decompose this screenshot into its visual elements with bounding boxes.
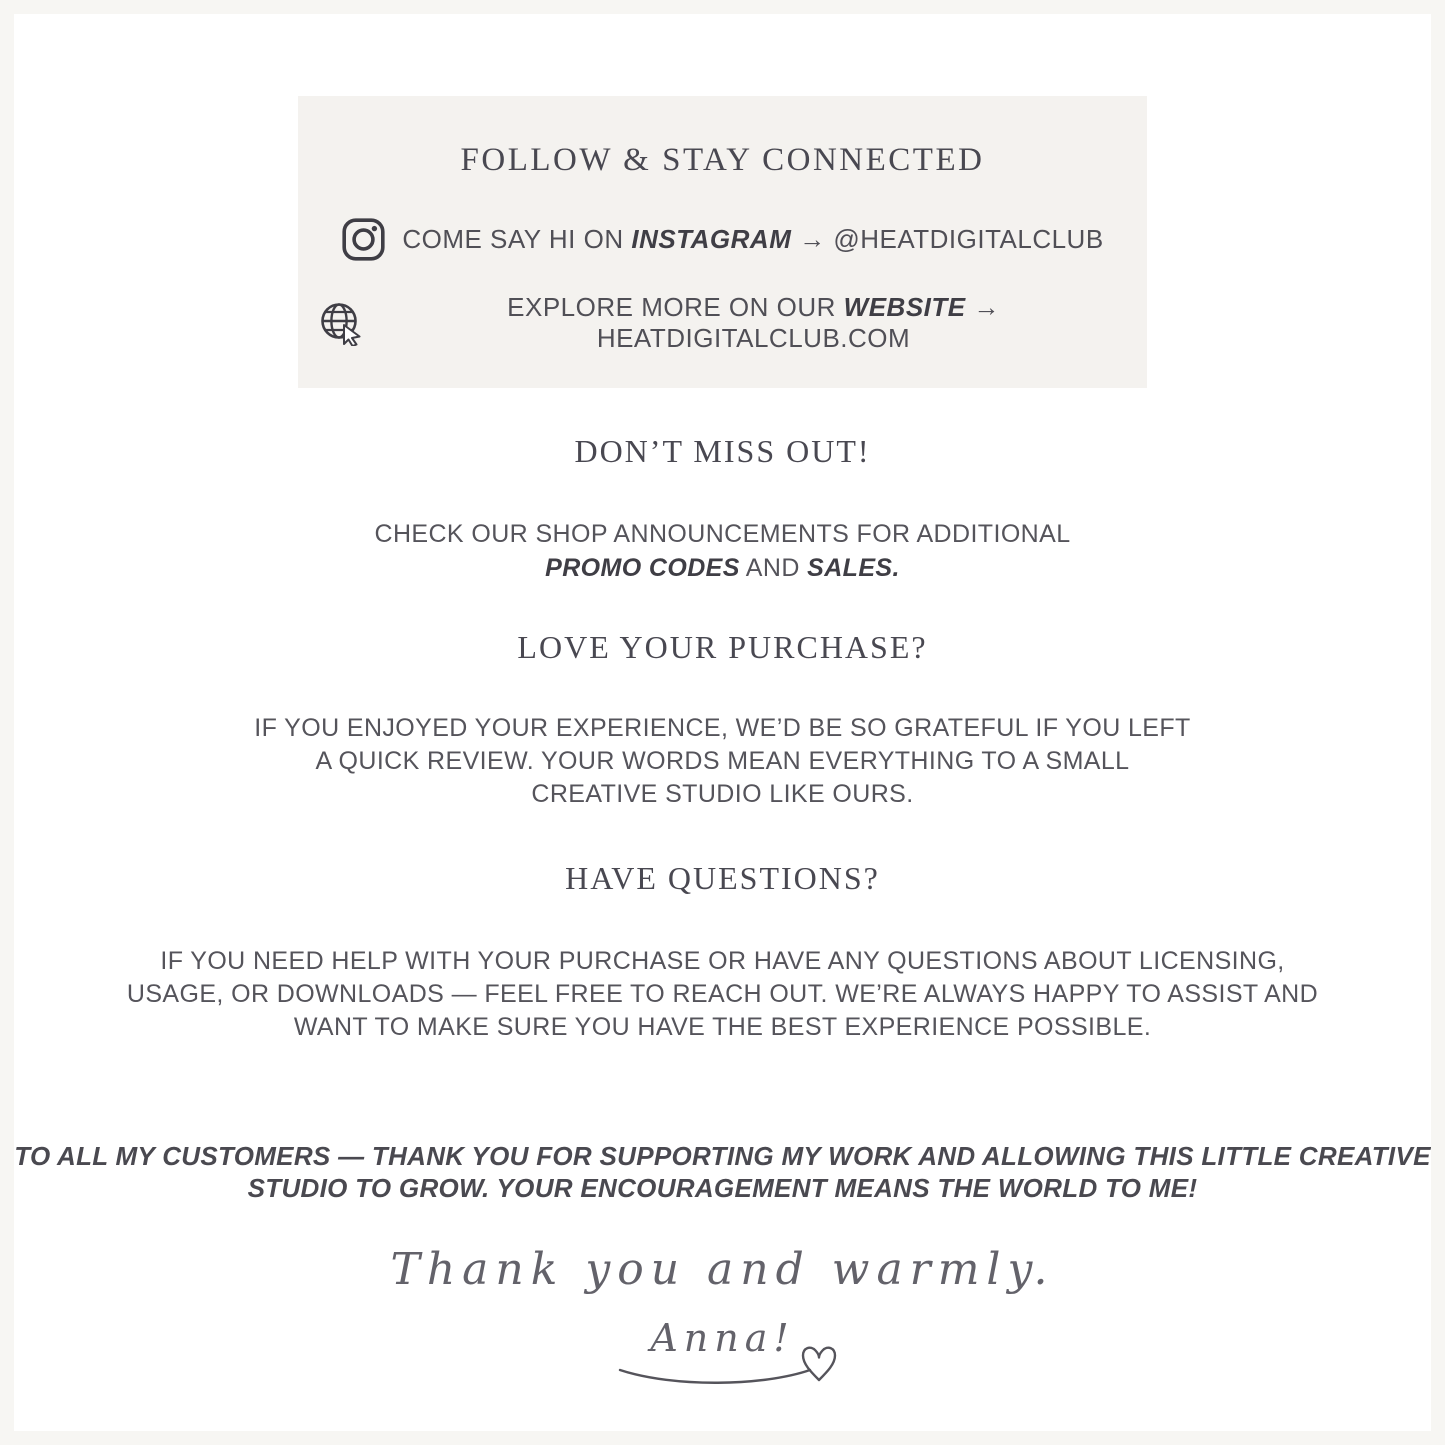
miss-out-body [14,517,1431,585]
instagram-icon [341,217,386,262]
purchase-body [14,712,1431,811]
website-text [380,292,1127,354]
signature-name-wrap [650,1316,794,1360]
purchase-line: CREATIVE STUDIO LIKE OURS. [531,780,914,808]
customers-note-line: TO ALL MY CUSTOMERS — THANK YOU FOR SUPPORTING MY WORK AND ALLOWING THIS LITTLE CREATIVE [14,1141,1431,1171]
questions-body [14,945,1431,1044]
instagram-word: INSTAGRAM [631,224,792,254]
arrow-glyph: → [791,224,834,254]
questions-line: IF YOU NEED HELP WITH YOUR PURCHASE OR HAVE ANY QUESTIONS ABOUT LICENSING, [160,947,1285,975]
connect-box [298,96,1147,388]
thank-you-card [14,14,1431,1431]
purchase-line: A QUICK REVIEW. YOUR WORDS MEAN EVERYTHING TO A SMALL [315,747,1130,775]
arrow-glyph: → [965,292,1000,322]
promo-codes-text: PROMO CODES [545,554,740,582]
website-row [318,292,1127,354]
website-url-link[interactable]: HEATDIGITALCLUB.COM [596,323,911,353]
connect-title: FOLLOW & STAY CONNECTED [460,142,985,178]
purchase-line: IF YOU ENJOYED YOUR EXPERIENCE, WE’D BE SO GRATEFUL IF YOU LEFT [254,714,1191,742]
globe-icon [318,300,364,346]
customers-note-line: STUDIO TO GROW. YOUR ENCOURAGEMENT MEANS THE WORLD TO ME! [247,1173,1198,1203]
and-text: AND [739,554,808,582]
website-word: WEBSITE [843,292,966,322]
miss-out-title: DON’T MISS OUT! [574,433,871,469]
sales-text: SALES. [807,554,900,582]
purchase-title: LOVE YOUR PURCHASE? [517,629,928,665]
customers-note [14,1140,1431,1204]
website-prefix: EXPLORE MORE ON OUR [507,292,844,322]
questions-title: HAVE QUESTIONS? [565,860,880,896]
instagram-handle-link[interactable]: @HEATDIGITALCLUB [833,224,1104,254]
signature-name: Anna! [650,1316,795,1360]
instagram-prefix: COME SAY HI ON [402,224,632,254]
miss-out-line1: CHECK OUR SHOP ANNOUNCEMENTS FOR ADDITIONAL [374,520,1071,548]
instagram-text [402,224,1103,255]
questions-line: WANT TO MAKE SURE YOU HAVE THE BEST EXPERIENCE POSSIBLE. [293,1013,1152,1041]
miss-out-line2 [14,551,1431,585]
signature-line: Thank you and warmly. [390,1244,1055,1295]
questions-line: USAGE, OR DOWNLOADS — FEEL FREE TO REACH OUT. WE’RE ALWAYS HAPPY TO ASSIST AND [126,980,1319,1008]
instagram-row [318,217,1127,262]
signature-name-row [14,1316,1431,1406]
